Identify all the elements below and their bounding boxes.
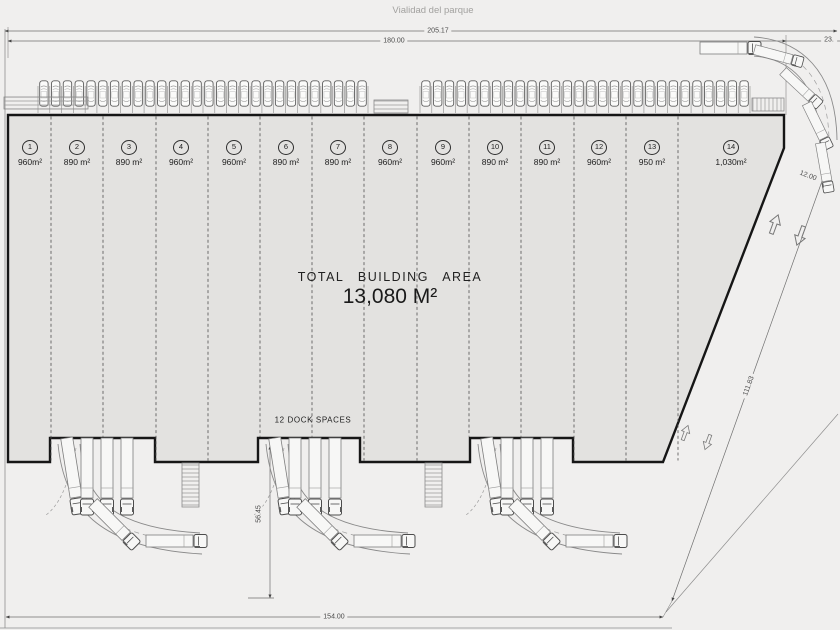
unit-number: 8 bbox=[382, 140, 398, 155]
unit-number: 4 bbox=[173, 140, 189, 155]
dim-bottom: 154.00 bbox=[320, 614, 347, 621]
car-icon bbox=[287, 81, 295, 106]
unit-label-14 bbox=[699, 136, 763, 167]
unit-area: 960m² bbox=[586, 157, 612, 167]
arrow-down-icon bbox=[701, 433, 714, 451]
car-icon bbox=[99, 81, 107, 106]
car-icon bbox=[252, 81, 260, 106]
car-icon bbox=[346, 81, 354, 106]
unit-number: 5 bbox=[226, 140, 242, 155]
car-icon bbox=[122, 81, 130, 106]
dim-top-inner: 180.00 bbox=[380, 38, 407, 45]
car-icon bbox=[634, 81, 642, 106]
truck-icon bbox=[815, 142, 835, 193]
arrow-down-icon bbox=[792, 224, 809, 247]
car-icon bbox=[311, 81, 319, 106]
car-icon bbox=[540, 81, 548, 106]
car-icon bbox=[469, 81, 477, 106]
car-icon bbox=[528, 81, 536, 106]
truck-icon bbox=[288, 438, 302, 515]
car-icon bbox=[598, 81, 606, 106]
truck-icon bbox=[120, 438, 134, 515]
car-icon bbox=[323, 81, 331, 106]
truck-icon bbox=[540, 438, 554, 515]
unit-area: 890 m² bbox=[115, 157, 143, 167]
unit-area: 890 m² bbox=[533, 157, 561, 167]
car-icon bbox=[492, 81, 500, 106]
parking-row-right bbox=[420, 81, 750, 113]
car-icon bbox=[457, 81, 465, 106]
car-icon bbox=[422, 81, 430, 106]
car-icon bbox=[705, 81, 713, 106]
unit-label-13 bbox=[620, 136, 684, 167]
truck-icon bbox=[700, 42, 761, 56]
dim-road-width: 12.00 bbox=[796, 169, 821, 184]
truck-icon bbox=[354, 535, 415, 549]
dim-top-total: 205.17 bbox=[424, 28, 451, 35]
unit-number: 12 bbox=[591, 140, 607, 155]
car-icon bbox=[504, 81, 512, 106]
car-icon bbox=[110, 81, 118, 106]
unit-area: 960m² bbox=[430, 157, 456, 167]
truck-icon bbox=[753, 44, 804, 68]
dock-areas bbox=[46, 437, 627, 554]
unit-number: 14 bbox=[723, 140, 739, 155]
car-icon bbox=[622, 81, 630, 106]
unit-number: 10 bbox=[487, 140, 503, 155]
dock-spaces-label: 12 DOCK SPACES bbox=[274, 415, 352, 425]
unit-area: 890 m² bbox=[324, 157, 352, 167]
unit-area: 1,030m² bbox=[715, 157, 747, 167]
car-icon bbox=[433, 81, 441, 106]
arrow-up-icon bbox=[679, 424, 692, 442]
unit-area: 960m² bbox=[168, 157, 194, 167]
truck-icon bbox=[328, 438, 342, 515]
dim-dock-apron: 56.45 bbox=[256, 502, 263, 526]
unit-area: 960m² bbox=[377, 157, 403, 167]
unit-area: 890 m² bbox=[63, 157, 91, 167]
car-icon bbox=[681, 81, 689, 106]
car-icon bbox=[334, 81, 342, 106]
unit-number: 13 bbox=[644, 140, 660, 155]
total-area-title: TOTAL BUILDING AREA bbox=[297, 270, 483, 284]
unit-area: 960m² bbox=[221, 157, 247, 167]
car-icon bbox=[358, 81, 366, 106]
unit-number: 9 bbox=[435, 140, 451, 155]
unit-number: 7 bbox=[330, 140, 346, 155]
unit-number: 3 bbox=[121, 140, 137, 155]
road-label: Vialidad del parque bbox=[392, 5, 474, 16]
car-icon bbox=[669, 81, 677, 106]
unit-area: 890 m² bbox=[272, 157, 300, 167]
car-icon bbox=[216, 81, 224, 106]
truck-icon bbox=[566, 535, 627, 549]
car-icon bbox=[240, 81, 248, 106]
car-icon bbox=[575, 81, 583, 106]
unit-number: 1 bbox=[22, 140, 38, 155]
car-icon bbox=[516, 81, 524, 106]
car-icon bbox=[169, 81, 177, 106]
car-icon bbox=[551, 81, 559, 106]
arrow-up-icon bbox=[766, 213, 783, 236]
dim-diagonal: 111.83 bbox=[741, 372, 757, 399]
unit-area: 950 m² bbox=[638, 157, 666, 167]
car-icon bbox=[275, 81, 283, 106]
car-icon bbox=[445, 81, 453, 106]
car-icon bbox=[657, 81, 665, 106]
dim-top-right: 23. bbox=[821, 37, 837, 44]
car-icon bbox=[740, 81, 748, 106]
unit-area: 890 m² bbox=[481, 157, 509, 167]
car-icon bbox=[481, 81, 489, 106]
truck-icon bbox=[146, 535, 207, 549]
car-icon bbox=[646, 81, 654, 106]
truck-icon bbox=[80, 438, 94, 515]
unit-area: 960m² bbox=[17, 157, 43, 167]
car-icon bbox=[728, 81, 736, 106]
car-icon bbox=[563, 81, 571, 106]
car-icon bbox=[134, 81, 142, 106]
car-icon bbox=[146, 81, 154, 106]
unit-number: 6 bbox=[278, 140, 294, 155]
car-icon bbox=[299, 81, 307, 106]
car-icon bbox=[693, 81, 701, 106]
car-icon bbox=[610, 81, 618, 106]
car-icon bbox=[158, 81, 166, 106]
truck-icon bbox=[500, 438, 514, 515]
total-area-value: 13,080 M² bbox=[342, 285, 438, 308]
unit-number: 2 bbox=[69, 140, 85, 155]
unit-number: 11 bbox=[539, 140, 555, 155]
car-icon bbox=[205, 81, 213, 106]
car-icon bbox=[716, 81, 724, 106]
car-icon bbox=[587, 81, 595, 106]
car-icon bbox=[193, 81, 201, 106]
car-icon bbox=[264, 81, 272, 106]
car-icon bbox=[181, 81, 189, 106]
car-icon bbox=[228, 81, 236, 106]
